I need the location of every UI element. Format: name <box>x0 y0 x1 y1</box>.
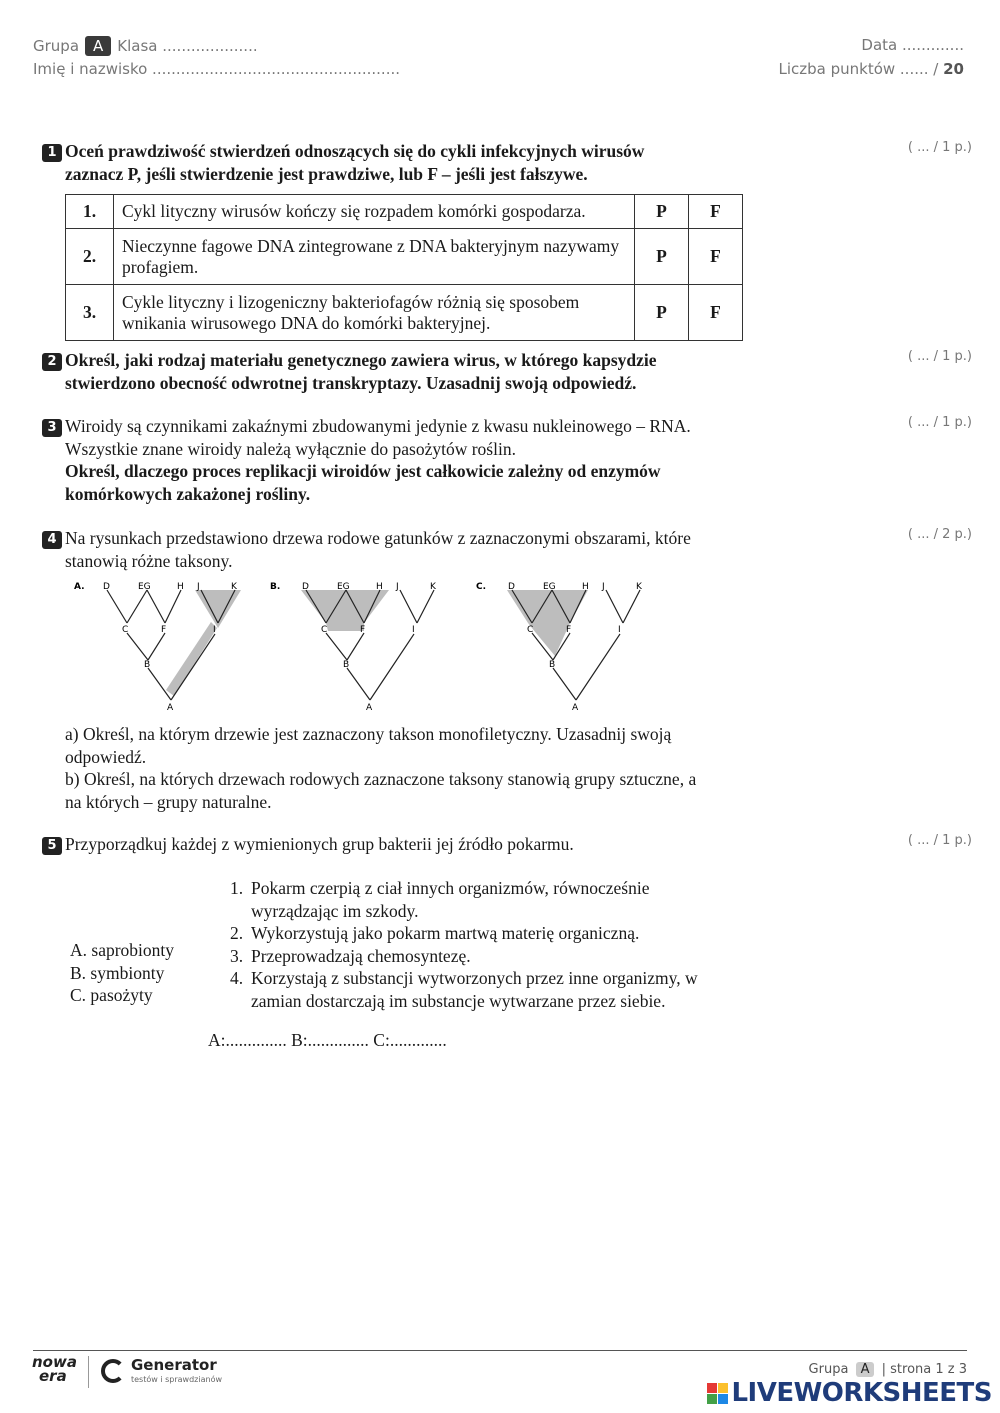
node-k: K <box>430 582 436 592</box>
taxon-highlight <box>166 622 217 696</box>
punkty-label: Liczba punktów ...... / <box>778 60 939 78</box>
q1-text-line2: zaznacz P, jeśli stwierdzenie jest prawdziwe, lub F – jeśli jest fałszywe. <box>65 163 588 184</box>
q3-line2: Wszystkie znane wiroidy należą wyłącznie do pasożytów roślin. <box>65 438 516 459</box>
list-item: C. pasożyty <box>70 985 153 1005</box>
node-k: K <box>636 582 642 592</box>
node-eg: EG <box>337 582 350 592</box>
question-number-1: 1 <box>42 144 62 162</box>
q4-b-line2: na których – grupy naturalne. <box>65 791 272 812</box>
source-text-line1: Pokarm czerpią z ciał innych organizmów, równocześnie <box>251 878 650 898</box>
node-a: A <box>366 703 373 713</box>
question-1 <box>42 140 762 185</box>
node-f: F <box>161 625 167 635</box>
node-c: C <box>122 625 129 635</box>
node-c: C <box>321 625 328 635</box>
source-number: 4. <box>230 968 244 988</box>
taxon-highlight <box>301 590 389 631</box>
row-number: 1. <box>66 195 114 229</box>
list-item <box>230 967 750 1012</box>
q2-points: ( ... / 1 p.) <box>907 349 972 364</box>
bacteria-groups-list <box>70 939 174 1007</box>
node-i: I <box>618 625 621 635</box>
generator-title: Generator <box>131 1356 217 1374</box>
node-i: I <box>213 625 216 635</box>
row-number: 3. <box>66 285 114 341</box>
tree-label: C. <box>476 582 487 592</box>
punkty-row <box>778 60 964 78</box>
node-d: D <box>302 582 309 592</box>
row-number: 2. <box>66 229 114 285</box>
option-f[interactable]: F <box>689 229 743 285</box>
option-p[interactable]: P <box>635 285 689 341</box>
source-number: 3. <box>230 945 244 966</box>
question-3 <box>42 415 762 505</box>
node-a: A <box>572 703 579 713</box>
node-j: J <box>197 582 200 592</box>
grupa-badge: A <box>85 36 111 56</box>
generator-logo <box>101 1356 222 1386</box>
question-number-4: 4 <box>42 531 62 549</box>
q4-b-line1: b) Określ, na których drzewach rodowych zaznaczone taksony stanowią grupy sztuczne, a <box>65 769 697 789</box>
node-f: F <box>566 625 572 635</box>
node-f: F <box>360 625 366 635</box>
source-text: Przeprowadzają chemosyntezę. <box>251 945 471 966</box>
nowa-era-logo <box>32 1355 90 1383</box>
list-item: B. symbionty <box>70 962 165 983</box>
statement-text: Cykle lityczny i lizogeniczny bakteriofagów różnią się sposobem wnikania wirusowego DNA do komórki bakteryjnej. <box>114 285 635 341</box>
node-h: H <box>582 582 589 592</box>
logo-era: era <box>39 1367 67 1385</box>
node-h: H <box>177 582 184 592</box>
source-number: 1. <box>230 878 244 898</box>
q3-line3: Określ, dlaczego proces replikacji wiroidów jest całkowicie zależny od enzymów <box>65 461 661 481</box>
table-row <box>66 229 743 285</box>
generator-text <box>131 1356 222 1386</box>
statement-text: Nieczynne fagowe DNA zintegrowane z DNA bakteryjnym nazywamy profagiem. <box>114 229 635 285</box>
q4-line1: Na rysunkach przedstawiono drzewa rodowe gatunków z zaznaczonymi obszarami, które <box>65 528 691 548</box>
grupa-label: Grupa <box>33 37 80 55</box>
q4-subquestions <box>65 723 785 813</box>
question-5 <box>42 833 762 856</box>
generator-subtitle: testów i sprawdzianów <box>131 1375 222 1384</box>
node-h: H <box>376 582 383 592</box>
option-p[interactable]: P <box>635 229 689 285</box>
node-b: B <box>144 660 151 670</box>
food-sources-list <box>230 877 750 1012</box>
node-c: C <box>527 625 534 635</box>
node-d: D <box>508 582 515 592</box>
lw-grid-cell <box>718 1394 728 1404</box>
node-d: D <box>103 582 110 592</box>
footer-page-info <box>809 1362 967 1377</box>
node-eg: EG <box>138 582 151 592</box>
lw-grid-cell <box>707 1394 717 1404</box>
question-4 <box>42 527 762 572</box>
statement-text: Cykl lityczny wirusów kończy się rozpadem komórki gospodarza. <box>114 195 635 229</box>
option-f[interactable]: F <box>689 195 743 229</box>
node-j: J <box>602 582 605 592</box>
source-text-line1: Korzystają z substancji wytworzonych przez inne organizmy, w <box>251 968 698 988</box>
q5-line1: Przyporządkuj każdej z wymienionych grup bakterii jej źródło pokarmu. <box>65 834 574 854</box>
klasa-label: Klasa .................... <box>117 37 258 55</box>
node-i: I <box>412 625 415 635</box>
q1-text-line1: Oceń prawdziwość stwierdzeń odnoszących się do cykli infekcyjnych wirusów <box>65 141 645 161</box>
lw-grid-cell <box>718 1383 728 1393</box>
liveworksheets-logo[interactable] <box>707 1378 992 1408</box>
phylo-tree-a <box>74 578 254 719</box>
logo-nowa: nowa <box>32 1353 77 1371</box>
node-a: A <box>167 703 174 713</box>
phylo-tree-b <box>270 578 450 719</box>
list-item <box>230 877 750 922</box>
answer-line[interactable]: A:.............. B:.............. C:............. <box>208 1030 447 1050</box>
question-number-3: 3 <box>42 419 62 437</box>
question-number-5: 5 <box>42 837 62 855</box>
source-text: Wykorzystują jako pokarm martwą materię organiczną. <box>251 923 640 943</box>
data-label: Data ............. <box>861 36 964 54</box>
generator-g-icon <box>101 1359 125 1383</box>
table-row <box>66 195 743 229</box>
q2-line1: Określ, jaki rodzaj materiału genetycznego zawiera wirus, w którego kapsydzie <box>65 350 657 370</box>
q4-a-line1: a) Określ, na którym drzewie jest zaznaczony takson monofiletyczny. Uzasadnij swoją <box>65 724 672 744</box>
list-item <box>230 945 750 968</box>
tree-label: B. <box>270 582 281 592</box>
source-text <box>251 967 698 1012</box>
q5-points: ( ... / 1 p.) <box>907 833 972 848</box>
list-item <box>230 922 750 945</box>
q2-line2: stwierdzono obecność odwrotnej transkryptazy. Uzasadnij swoją odpowiedź. <box>65 372 637 393</box>
punkty-total: 20 <box>943 60 964 78</box>
footer-divider <box>33 1350 967 1351</box>
q4-points: ( ... / 2 p.) <box>907 527 972 542</box>
source-text-line2: wyrządzając im szkody. <box>251 900 419 921</box>
q4-a-line2: odpowiedź. <box>65 746 147 767</box>
footer-grupa-label: Grupa <box>808 1362 849 1377</box>
source-number: 2. <box>230 923 244 943</box>
list-item: A. saprobionty <box>70 940 175 960</box>
node-b: B <box>343 660 350 670</box>
lw-grid-cell <box>707 1383 717 1393</box>
source-text-line2: zamian dostarczają im substancje wytwarzane przez siebie. <box>251 990 666 1011</box>
option-f[interactable]: F <box>689 285 743 341</box>
node-b: B <box>549 660 556 670</box>
q3-line4: komórkowych zakażonej rośliny. <box>65 483 311 504</box>
taxon-highlight <box>507 590 588 656</box>
question-number-2: 2 <box>42 353 62 371</box>
lw-brand: LIVEWORKSHEETS <box>731 1378 992 1408</box>
q3-points: ( ... / 1 p.) <box>907 415 972 430</box>
phylo-tree-c <box>476 578 656 719</box>
question-2 <box>42 349 762 394</box>
q4-line2: stanowią różne taksony. <box>65 550 233 571</box>
grupa-row <box>33 36 258 56</box>
source-text <box>251 877 649 922</box>
imie-label: Imię i nazwisko .................................................... <box>33 60 400 78</box>
footer-grupa-badge: A <box>856 1362 875 1377</box>
footer-page-number: | strona 1 z 3 <box>881 1362 967 1377</box>
q3-line1: Wiroidy są czynnikami zakaźnymi zbudowanymi jedynie z kwasu nukleinowego – RNA. <box>65 416 691 436</box>
q1-points: ( ... / 1 p.) <box>907 140 972 155</box>
footer-logo-divider <box>88 1356 89 1388</box>
node-eg: EG <box>543 582 556 592</box>
tree-label: A. <box>74 582 85 592</box>
lw-grid-icon <box>707 1383 728 1404</box>
node-j: J <box>396 582 399 592</box>
table-row <box>66 285 743 341</box>
true-false-table <box>65 194 743 341</box>
node-k: K <box>231 582 237 592</box>
option-p[interactable]: P <box>635 195 689 229</box>
